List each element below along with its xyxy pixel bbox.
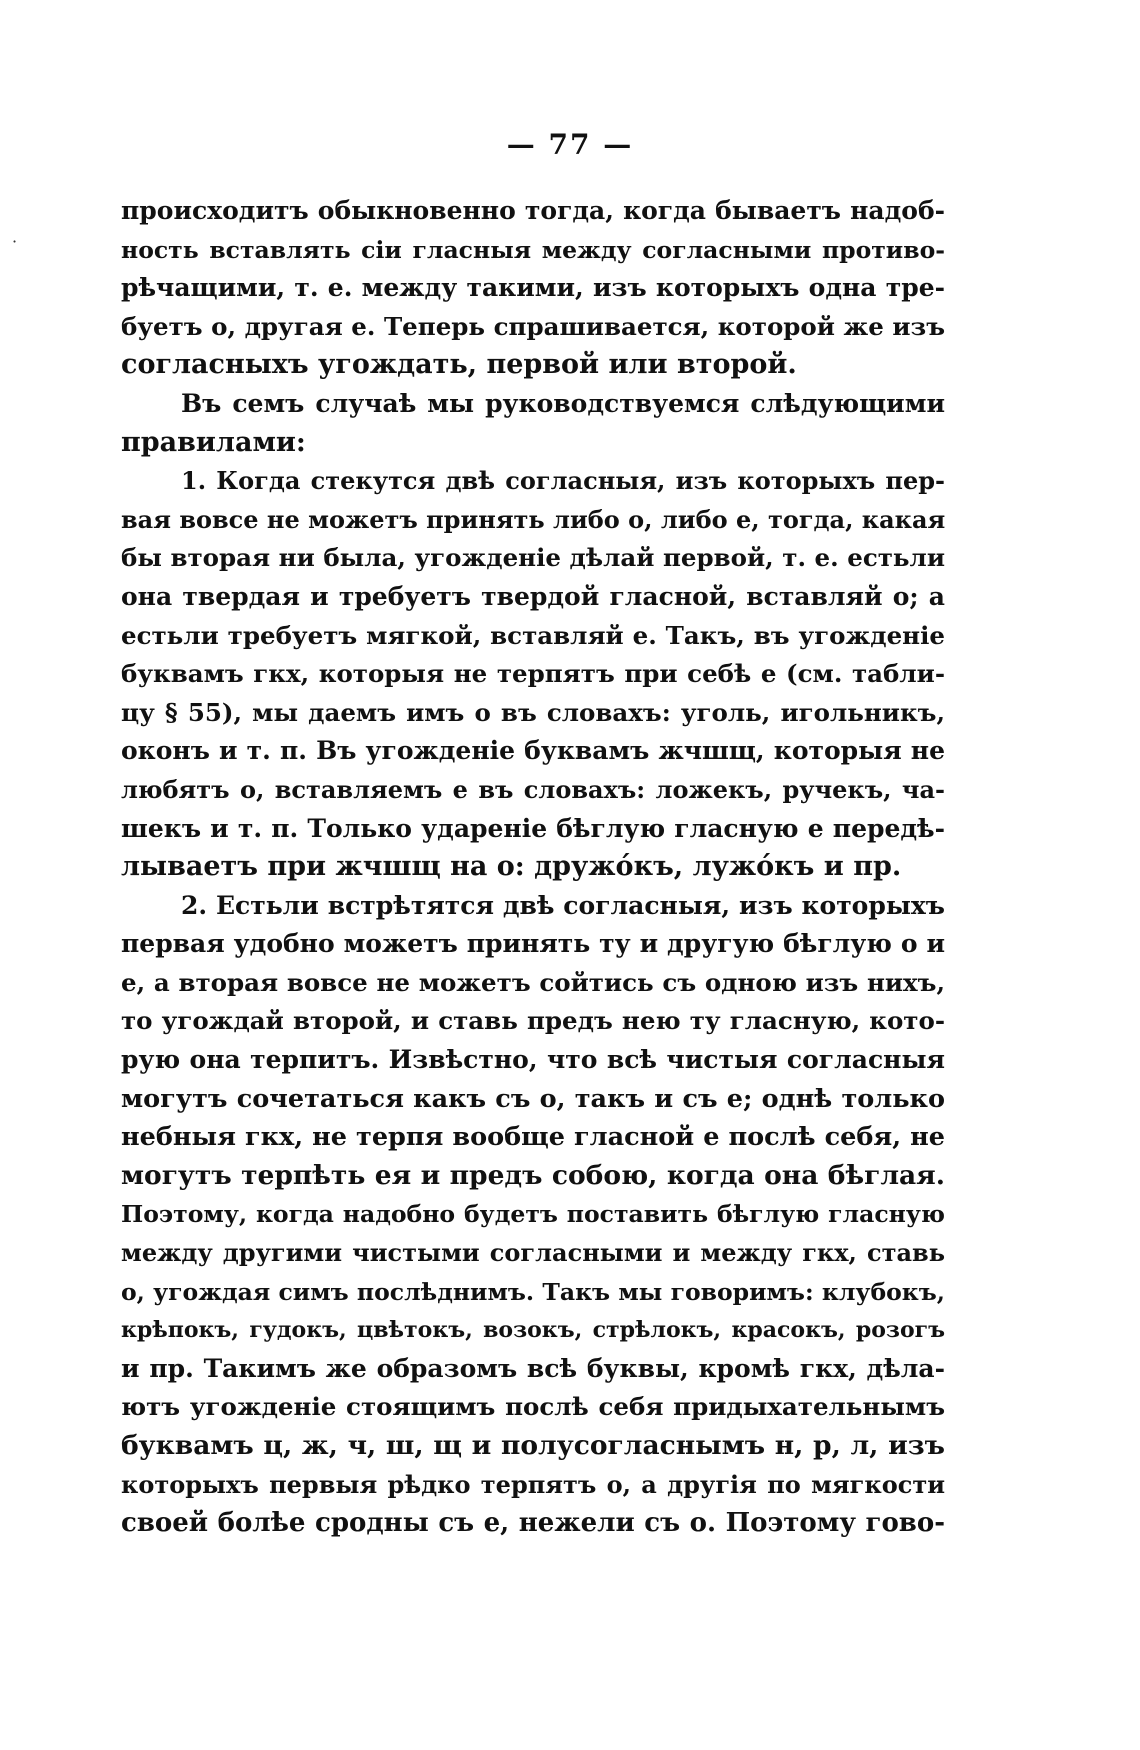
text-line: первая удобно можетъ принять ту и другую бѣглую о и xyxy=(121,929,945,959)
text-line: небныя гкх, не терпя вообще гласной е послѣ себя, не xyxy=(121,1122,945,1153)
text-line: Въ семъ случаѣ мы руководствуемся слѣдующими xyxy=(181,388,945,418)
text-line: о, угождая симъ послѣднимъ. Такъ мы говоримъ: клубокъ, xyxy=(121,1277,945,1306)
text-line: происходитъ обыкновенно тогда, когда бываетъ надоб- xyxy=(121,196,945,225)
text-line: буетъ о, другая е. Теперь спрашивается, которой же изъ xyxy=(121,311,945,341)
text-line: цу § 55), мы даемъ имъ о въ словахъ: уголь, игольникъ, xyxy=(121,697,945,727)
text-line: 1. Когда стекутся двѣ согласныя, изъ которыхъ пер- xyxy=(181,466,945,496)
text-line: любятъ о, вставляемъ е въ словахъ: ложекъ, ручекъ, ча- xyxy=(121,774,945,804)
text-line: могутъ терпѣть ея и предъ собою, когда она бѣглая. xyxy=(121,1159,945,1191)
text-line: естьли требуетъ мягкой, вставляй е. Такъ, въ угожденіе xyxy=(121,620,945,650)
text-line: оконъ и т. п. Въ угожденіе буквамъ жчшщ, которыя не xyxy=(121,736,945,766)
paragraph xyxy=(121,192,945,385)
text-line: рѣчащими, т. е. между такими, изъ которыхъ одна тре- xyxy=(121,273,945,303)
text-line: то угождай второй, и ставь предъ нею ту гласную, кото- xyxy=(121,1006,945,1036)
text-line: бы вторая ни была, угожденіе дѣлай первой, т. е. естьли xyxy=(121,543,945,573)
text-line: вая вовсе не можетъ принять либо о, либо е, тогда, какая xyxy=(121,504,946,534)
text-line: она твердая и требуетъ твердой гласной, вставляй о; а xyxy=(121,581,945,611)
text-line: крѣпокъ, гудокъ, цвѣтокъ, возокъ, стрѣлокъ, красокъ, розогъ xyxy=(121,1317,945,1344)
text-line: которыхъ первыя рѣдко терпятъ о, а другія по мягкости xyxy=(121,1469,945,1499)
text-line: между другими чистыми согласными и между гкх, ставь xyxy=(121,1238,945,1268)
text-line: лываетъ при жчшщ на о: дружо́къ, лужо́къ и пр. xyxy=(121,851,902,883)
text-line: Поэтому, когда надобно будетъ поставить бѣглую гласную xyxy=(121,1200,945,1229)
text-line: своей болѣе сродны съ е, нежели съ о. Поэтому гово- xyxy=(121,1508,945,1539)
paragraph xyxy=(121,462,945,887)
paragraph xyxy=(121,887,945,1543)
text-line: шекъ и т. п. Только удареніе бѣглую гласную е передѣ- xyxy=(121,813,945,843)
text-line: е, а вторая вовсе не можетъ сойтись съ одною изъ нихъ, xyxy=(121,967,945,997)
text-line: ность вставлять сіи гласныя между согласными противо- xyxy=(121,235,945,264)
text-line: правилами: xyxy=(121,426,306,458)
text-line: буквамъ гкх, которыя не терпятъ при себѣ е (см. табли- xyxy=(121,659,945,689)
text-line: ютъ угожденіе стоящимъ послѣ себя придыхательнымъ xyxy=(121,1392,945,1422)
text-line: рую она терпитъ. Извѣстно, что всѣ чистыя согласныя xyxy=(121,1045,945,1075)
text-line: согласныхъ угождать, первой или второй. xyxy=(121,349,797,381)
text-line: 2. Естьли встрѣтятся двѣ согласныя, изъ которыхъ xyxy=(181,890,945,920)
text-line: могутъ сочетаться какъ съ о, такъ и съ е; однѣ только xyxy=(121,1083,945,1114)
margin-speck: · xyxy=(12,232,18,251)
paragraph xyxy=(121,385,945,462)
text-line: буквамъ ц, ж, ч, ш, щ и полусогласнымъ н, р, л, изъ xyxy=(121,1430,945,1461)
page-number: — 77 — xyxy=(506,128,634,161)
text-line: и пр. Такимъ же образомъ всѣ буквы, кромѣ гкх, дѣла- xyxy=(121,1353,945,1383)
body-text xyxy=(121,192,945,1543)
